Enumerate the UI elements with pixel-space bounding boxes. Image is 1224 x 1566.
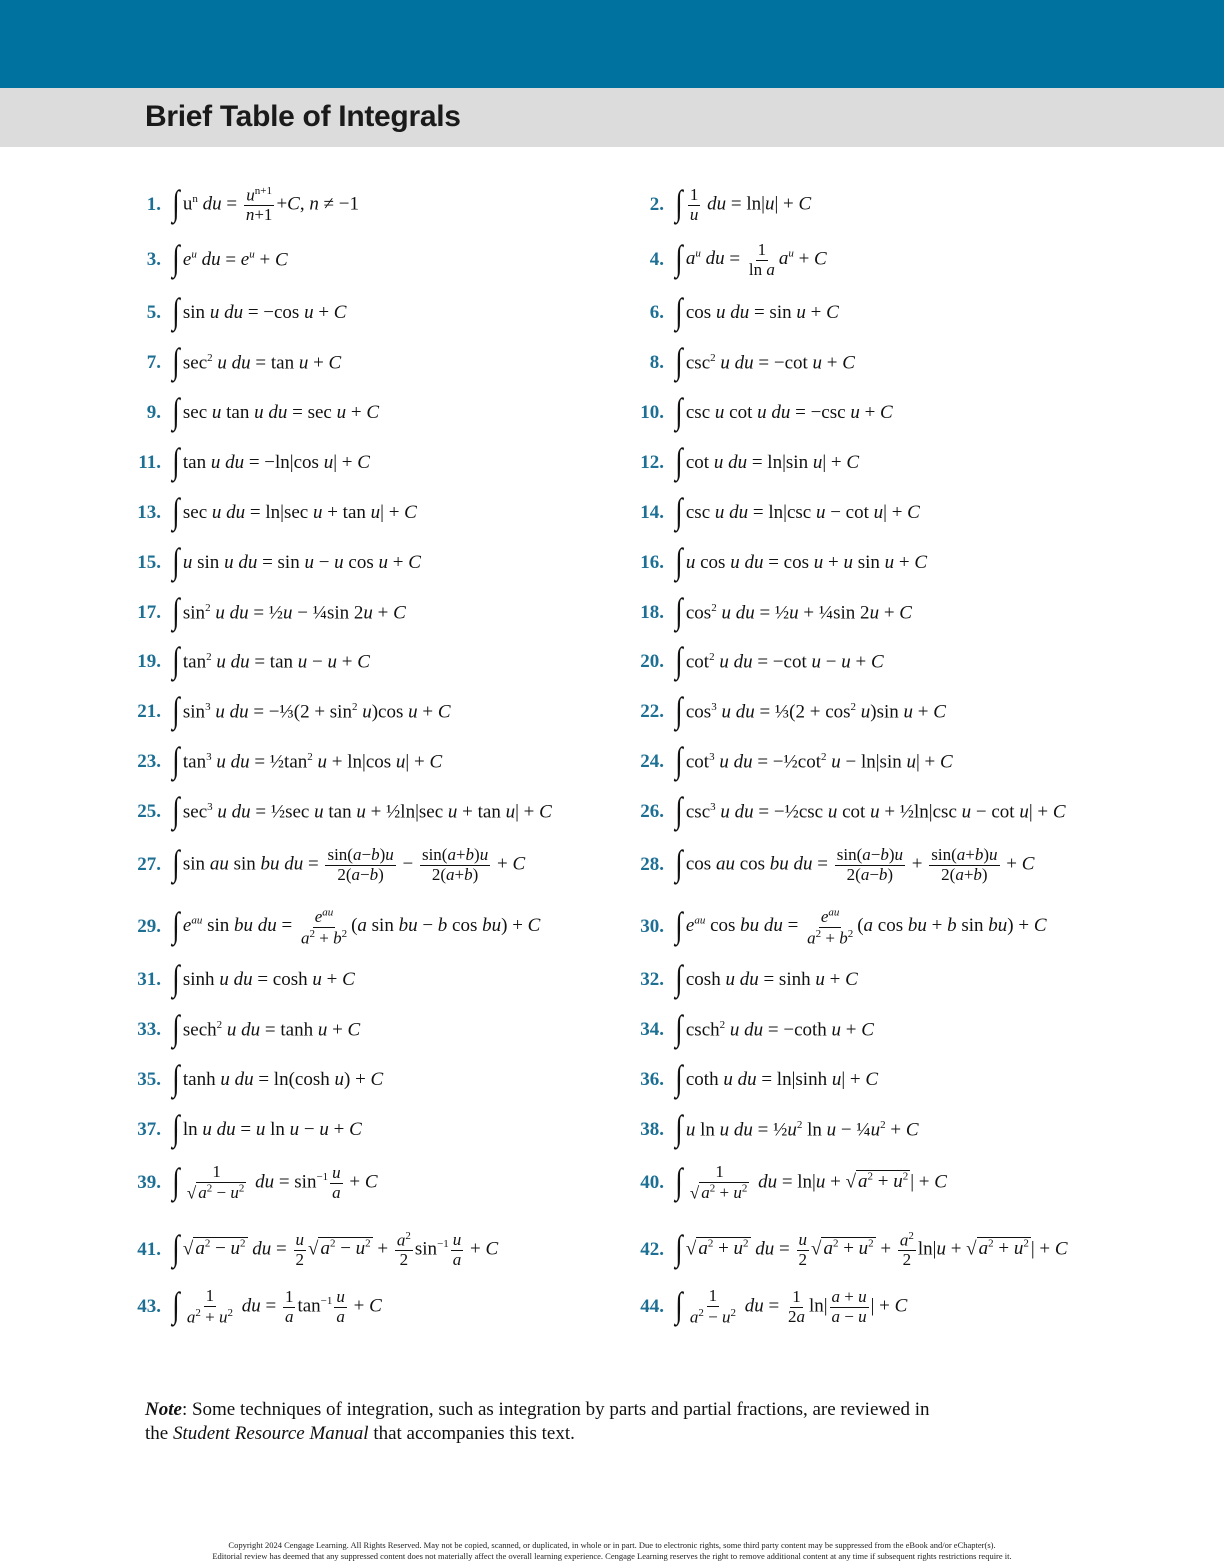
integral-formula — [674, 843, 1035, 884]
entry-number: 38. — [640, 1119, 664, 1140]
integral-formula — [674, 740, 953, 780]
entry-number: 22. — [640, 701, 664, 722]
integral-formula — [674, 906, 1047, 948]
entry-number: 2. — [649, 194, 664, 215]
integral-entry — [628, 1005, 874, 1055]
integral-sign-icon: ∫ — [675, 790, 683, 830]
entry-number: 4. — [649, 249, 664, 270]
integral-sign-icon: ∫ — [172, 291, 180, 331]
integral-entry — [125, 488, 417, 538]
integral-sign-icon: ∫ — [172, 1285, 180, 1325]
integral-formula — [674, 441, 860, 481]
integral-entry — [125, 1105, 362, 1155]
formula-body: sech$^2$ u du = tanh u + C — [182, 1018, 361, 1041]
formula-body: u ln u du = $\frac{1}{2}u^2$ $\ln u - \frac{1}{4}u^2 + C$ — [685, 1118, 919, 1141]
formula-body: $u^n$ du = $\frac{u^{n+1}}{n+1}$ +C, n ≠ −1 — [182, 184, 359, 225]
formula-body: √ $a^2 + u^2$ du = $\frac{u}{2}$ √ $a^2 + u^2$ + $\frac{a^2}{2}$ ln|u + √ $a^2 + u^2$ | + C — [685, 1229, 1068, 1270]
formula-body: √ $a^2 - u^2$ du = $\frac{u}{2}$ √ $a^2 - u^2$ + $\frac{a^2}{2}$ $\sin^{-1}$ $\frac{u}{a}$ + C — [182, 1229, 499, 1270]
formula-body: tanh u du = ln(cosh u) + C — [182, 1069, 384, 1090]
integral-sign-icon: ∫ — [172, 491, 180, 531]
integral-formula — [171, 790, 552, 830]
integral-entry — [125, 438, 370, 488]
integral-entry — [628, 1158, 947, 1208]
integral-sign-icon: ∫ — [172, 690, 180, 730]
note-label: Note — [145, 1399, 182, 1420]
integral-entry — [628, 902, 1047, 952]
copyright-line-2: Editorial review has deemed that any suppressed content does not materially affect the overall learning experience. Cengage Learning reserves the right to remove additional content at any time if subsequent rights restrictions require it. — [212, 1551, 1012, 1561]
integral-sign-icon: ∫ — [172, 790, 180, 830]
integral-entry — [125, 1282, 382, 1332]
integral-sign-icon: ∫ — [172, 1161, 180, 1201]
formula-body: tan u du = −ln|cos u| + C — [182, 452, 370, 473]
formula-body: sinh u du = cosh u + C — [182, 969, 355, 990]
integral-formula — [171, 958, 355, 998]
formula-body: csch$^2$ u du = −coth u + C — [685, 1018, 874, 1041]
note-manual-title: Student Resource Manual — [172, 1423, 369, 1444]
formula-body: $\frac{1}{a^2 - u^2}$ du = $\frac{1}{2a}$ ln| $\frac{a + u}{a - u}$ | + C — [689, 1285, 908, 1327]
integral-sign-icon: ∫ — [675, 740, 683, 780]
integral-formula — [674, 541, 928, 581]
integral-sign-icon: ∫ — [172, 640, 180, 680]
integral-formula — [171, 1058, 384, 1098]
formula-body: $\cos^2 u$ du = ½u + ¼sin 2u + C — [685, 601, 912, 624]
integral-sign-icon: ∫ — [675, 441, 683, 481]
formula-body: u cos u du = cos u + u sin u + C — [685, 552, 928, 573]
formula-body: $\frac{1}{u}$ du = ln|u| + C — [689, 184, 812, 224]
entry-number: 11. — [138, 452, 161, 473]
formula-body: coth u du = ln|sinh u| + C — [685, 1069, 879, 1090]
entry-number: 13. — [137, 502, 161, 523]
integral-entry — [628, 1282, 907, 1332]
integral-sign-icon: ∫ — [675, 690, 683, 730]
formula-body: $\sec^2 u$ du = tan u + C — [182, 351, 342, 374]
integral-sign-icon: ∫ — [675, 905, 683, 945]
integral-entry — [628, 388, 893, 438]
integral-entry — [628, 637, 884, 687]
integral-formula — [171, 1287, 382, 1327]
integral-formula — [674, 391, 893, 431]
formula-body: $\csc^3 u$ du = −½csc u cot u + ½ln|csc u − cot u| + C — [685, 800, 1066, 823]
integral-sign-icon: ∫ — [675, 958, 683, 998]
integral-sign-icon: ∫ — [172, 541, 180, 581]
entry-number: 34. — [640, 1019, 664, 1040]
integral-sign-icon: ∫ — [172, 1058, 180, 1098]
entry-number: 9. — [146, 402, 161, 423]
integral-formula — [171, 291, 347, 331]
integral-formula — [171, 591, 406, 631]
note-text-before: : Some techniques of integration, such as integration by parts and partial fractions, are reviewed in the — [145, 1399, 930, 1444]
formula-body: $\cot^3 u$ du = $-\frac{1}{2}\cot^2$ u − ln|sin u| + C — [685, 750, 953, 773]
integral-sign-icon: ∫ — [675, 1228, 683, 1268]
entry-number: 8. — [649, 352, 664, 373]
formula-body: $\sec^3 u$ du = ½sec u tan u + ½ln|sec u + tan u| + C — [182, 800, 552, 823]
integral-entry — [125, 787, 552, 837]
formula-body: sec u du = ln|sec u + tan u| + C — [182, 502, 417, 523]
integral-formula — [674, 790, 1066, 830]
integral-formula — [171, 1008, 361, 1048]
entry-number: 37. — [137, 1119, 161, 1140]
entry-number: 41. — [137, 1239, 161, 1260]
integral-formula — [674, 1058, 879, 1098]
integral-entry — [125, 955, 355, 1005]
integral-sign-icon: ∫ — [172, 591, 180, 631]
integral-sign-icon: ∫ — [172, 740, 180, 780]
formula-body: cos au cos bu du = $\frac{\sin(a-b)u}{2(a-b)}$ + $\frac{\sin(a+b)u}{2(a+b)}$ + C — [685, 844, 1035, 884]
formula-body: $\csc^2 u$ du = −cot u + C — [685, 351, 855, 374]
entry-number: 44. — [640, 1296, 664, 1317]
integral-entry — [628, 488, 920, 538]
integral-formula — [674, 1108, 919, 1148]
integral-formula — [674, 491, 920, 531]
integral-formula — [171, 1230, 498, 1270]
note-text-after: that accompanies this text. — [368, 1423, 575, 1444]
integral-formula — [171, 640, 370, 680]
integral-entry — [628, 588, 912, 638]
integral-entry — [125, 902, 540, 952]
integral-entry — [628, 955, 858, 1005]
integral-entry — [125, 388, 379, 438]
entry-number: 23. — [137, 751, 161, 772]
integral-formula — [171, 906, 540, 948]
entry-number: 20. — [640, 651, 664, 672]
integral-sign-icon: ∫ — [172, 1108, 180, 1148]
integral-entry — [628, 1105, 919, 1155]
formula-body: $\cot^2 u$ du = −cot u − u + C — [685, 650, 884, 673]
formula-body: $\tan^3 u$ du = $\frac{1}{2}\tan^2$ u + ln|cos u| + C — [182, 750, 443, 773]
integral-sign-icon: ∫ — [172, 391, 180, 431]
formula-body: $\tan^2 u$ du = tan u − u + C — [182, 650, 370, 673]
integral-formula — [674, 690, 946, 730]
formula-body: $e^u$ du = $e^u + C$ — [182, 248, 288, 271]
integral-formula — [171, 1108, 362, 1148]
entry-number: 21. — [137, 701, 161, 722]
integral-entry — [628, 737, 953, 787]
integral-sign-icon: ∫ — [172, 238, 180, 278]
integral-sign-icon: ∫ — [172, 341, 180, 381]
integral-formula — [171, 441, 370, 481]
integral-sign-icon: ∫ — [675, 1285, 683, 1325]
integral-formula — [171, 491, 417, 531]
entry-number: 27. — [137, 854, 161, 875]
entry-number: 6. — [649, 302, 664, 323]
integral-formula — [674, 291, 839, 331]
integral-formula — [674, 341, 855, 381]
formula-body: ln u du = u ln u − u + C — [182, 1119, 362, 1140]
integral-entry — [628, 840, 1034, 890]
formula-body: $a^u$ du = $\frac{1}{\text{ln a}}$ $a^u + C$ — [685, 239, 827, 279]
entry-number: 3. — [146, 249, 161, 270]
integral-sign-icon: ∫ — [172, 1228, 180, 1268]
integral-formula — [171, 185, 359, 225]
formula-body: $\sin^2 u$ du = ½u − ¼sin 2u + C — [182, 601, 406, 624]
integral-formula — [674, 1008, 874, 1048]
entry-number: 10. — [640, 402, 664, 423]
entry-number: 26. — [640, 801, 664, 822]
entry-number: 18. — [640, 602, 664, 623]
integral-entry — [125, 538, 421, 588]
copyright-notice — [0, 1540, 1224, 1562]
integral-entry — [125, 1055, 383, 1105]
entry-number: 35. — [137, 1069, 161, 1090]
integral-formula — [171, 238, 288, 278]
integral-entry — [125, 687, 451, 737]
integral-entry — [125, 1158, 378, 1208]
integral-sign-icon: ∫ — [675, 1161, 683, 1201]
formula-body: u sin u du = sin u − u cos u + C — [182, 552, 421, 573]
integral-sign-icon: ∫ — [675, 291, 683, 331]
integral-sign-icon: ∫ — [172, 905, 180, 945]
integral-entry — [125, 840, 525, 890]
integral-sign-icon: ∫ — [675, 341, 683, 381]
integral-entry — [628, 538, 927, 588]
formula-body: $\cos^3 u$ du = ⅓(2 + $\cos^2 u)\sin$ u + C — [685, 700, 946, 723]
entry-number: 24. — [640, 751, 664, 772]
formula-body: sec u tan u du = sec u + C — [182, 402, 379, 423]
formula-body: csc u du = ln|csc u − cot u| + C — [685, 502, 920, 523]
entry-number: 17. — [137, 602, 161, 623]
integral-entry — [628, 687, 946, 737]
integral-formula — [674, 1163, 947, 1203]
integral-entry — [628, 438, 859, 488]
integral-entry — [125, 1005, 360, 1055]
integral-sign-icon: ∫ — [172, 183, 180, 223]
integral-entry — [125, 288, 346, 338]
entry-number: 16. — [640, 552, 664, 573]
integral-entry — [125, 737, 442, 787]
integral-sign-icon: ∫ — [675, 640, 683, 680]
integral-sign-icon: ∫ — [675, 541, 683, 581]
integral-entry — [628, 288, 839, 338]
formula-body: $\sin^3 u$ du = −⅓(2 + $\sin^2 u)\cos$ u + C — [182, 700, 451, 723]
integral-formula — [674, 640, 884, 680]
header-band — [0, 0, 1224, 88]
integral-sign-icon: ∫ — [675, 591, 683, 631]
formula-body: $\frac{1}{√ a^2 + u^2}$ du = ln|u + √ $a^2 + u^2$ | + C — [689, 1161, 947, 1203]
integral-sign-icon: ∫ — [172, 1008, 180, 1048]
integral-sign-icon: ∫ — [675, 1108, 683, 1148]
integral-entry — [628, 1055, 878, 1105]
formula-body: sin au sin bu du = $\frac{\sin(a-b)u}{2(a-b)}$ − $\frac{\sin(a+b)u}{2(a+b)}$ + C — [182, 844, 526, 884]
integral-entry — [125, 235, 288, 285]
integral-sign-icon: ∫ — [675, 491, 683, 531]
formula-body: $e^{au}$ sin bu du = $e^{au}$ $a^2 + b^2$ (a sin bu − b cos bu) + C — [182, 906, 541, 948]
integral-formula — [171, 341, 342, 381]
entry-number: 12. — [640, 452, 664, 473]
formula-body: cot u du = ln|sin u| + C — [685, 452, 860, 473]
integral-sign-icon: ∫ — [675, 843, 683, 883]
entry-number: 32. — [640, 969, 664, 990]
integral-formula — [171, 391, 379, 431]
integral-entry — [125, 1225, 498, 1275]
integral-sign-icon: ∫ — [675, 183, 683, 223]
integral-entry — [628, 180, 811, 230]
entry-number: 39. — [137, 1172, 161, 1193]
entry-number: 25. — [137, 801, 161, 822]
formula-body: cos u du = sin u + C — [685, 302, 839, 323]
integral-entry — [125, 180, 359, 230]
formula-body: $e^{au}$ cos bu du = $e^{au}$ $a^2 + b^2$ (a cos bu + b sin bu) + C — [685, 906, 1047, 948]
integral-sign-icon: ∫ — [172, 441, 180, 481]
formula-body: $\frac{1}{√ a^2 - u^2}$ du = $\sin^{-1}$ $\frac{u}{a}$ + C — [186, 1161, 378, 1203]
integral-entry — [628, 235, 827, 285]
entry-number: 40. — [640, 1172, 664, 1193]
integral-sign-icon: ∫ — [675, 1008, 683, 1048]
integral-entry — [125, 588, 406, 638]
integral-sign-icon: ∫ — [675, 238, 683, 278]
entry-number: 29. — [137, 916, 161, 937]
integral-sign-icon: ∫ — [172, 843, 180, 883]
formula-body: cosh u du = sinh u + C — [685, 969, 858, 990]
entry-number: 43. — [137, 1296, 161, 1317]
integral-formula — [674, 1287, 907, 1327]
entry-number: 30. — [640, 916, 664, 937]
note — [145, 1398, 945, 1446]
entry-number: 14. — [640, 502, 664, 523]
integral-formula — [171, 1163, 378, 1203]
integral-formula — [171, 541, 421, 581]
integral-formula — [674, 591, 912, 631]
entry-number: 28. — [640, 854, 664, 875]
integral-formula — [171, 690, 451, 730]
entry-number: 5. — [146, 302, 161, 323]
integral-entry — [628, 787, 1066, 837]
integral-entry — [628, 338, 855, 388]
integral-formula — [674, 183, 812, 224]
formula-body: sin u du = −cos u + C — [182, 302, 347, 323]
integral-entry — [125, 338, 341, 388]
integral-entry — [125, 637, 370, 687]
entry-number: 33. — [137, 1019, 161, 1040]
integral-formula — [171, 843, 526, 884]
integral-formula — [674, 238, 827, 279]
entry-number: 19. — [137, 651, 161, 672]
entry-number: 42. — [640, 1239, 664, 1260]
copyright-line-1: Copyright 2024 Cengage Learning. All Rights Reserved. May not be copied, scanned, or duplicated, in whole or in part. Due to electronic rights, some third party content may be suppressed from the eBook and/or eChapter(s). — [228, 1540, 996, 1550]
entry-number: 31. — [137, 969, 161, 990]
integral-sign-icon: ∫ — [172, 958, 180, 998]
entry-number: 7. — [146, 352, 161, 373]
page-title: Brief Table of Integrals — [145, 100, 461, 133]
formula-body: csc u cot u du = −csc u + C — [685, 402, 893, 423]
integral-entry — [628, 1225, 1068, 1275]
integral-formula — [674, 1230, 1068, 1270]
integral-formula — [674, 958, 858, 998]
entry-number: 15. — [137, 552, 161, 573]
integral-formula — [171, 740, 443, 780]
formula-body: $\frac{1}{a^2 + u^2}$ du = $\frac{1}{a}$ $\tan^{-1}$ $\frac{u}{a}$ + C — [186, 1285, 382, 1327]
integral-sign-icon: ∫ — [675, 1058, 683, 1098]
integral-sign-icon: ∫ — [675, 391, 683, 431]
entry-number: 1. — [146, 194, 161, 215]
entry-number: 36. — [640, 1069, 664, 1090]
